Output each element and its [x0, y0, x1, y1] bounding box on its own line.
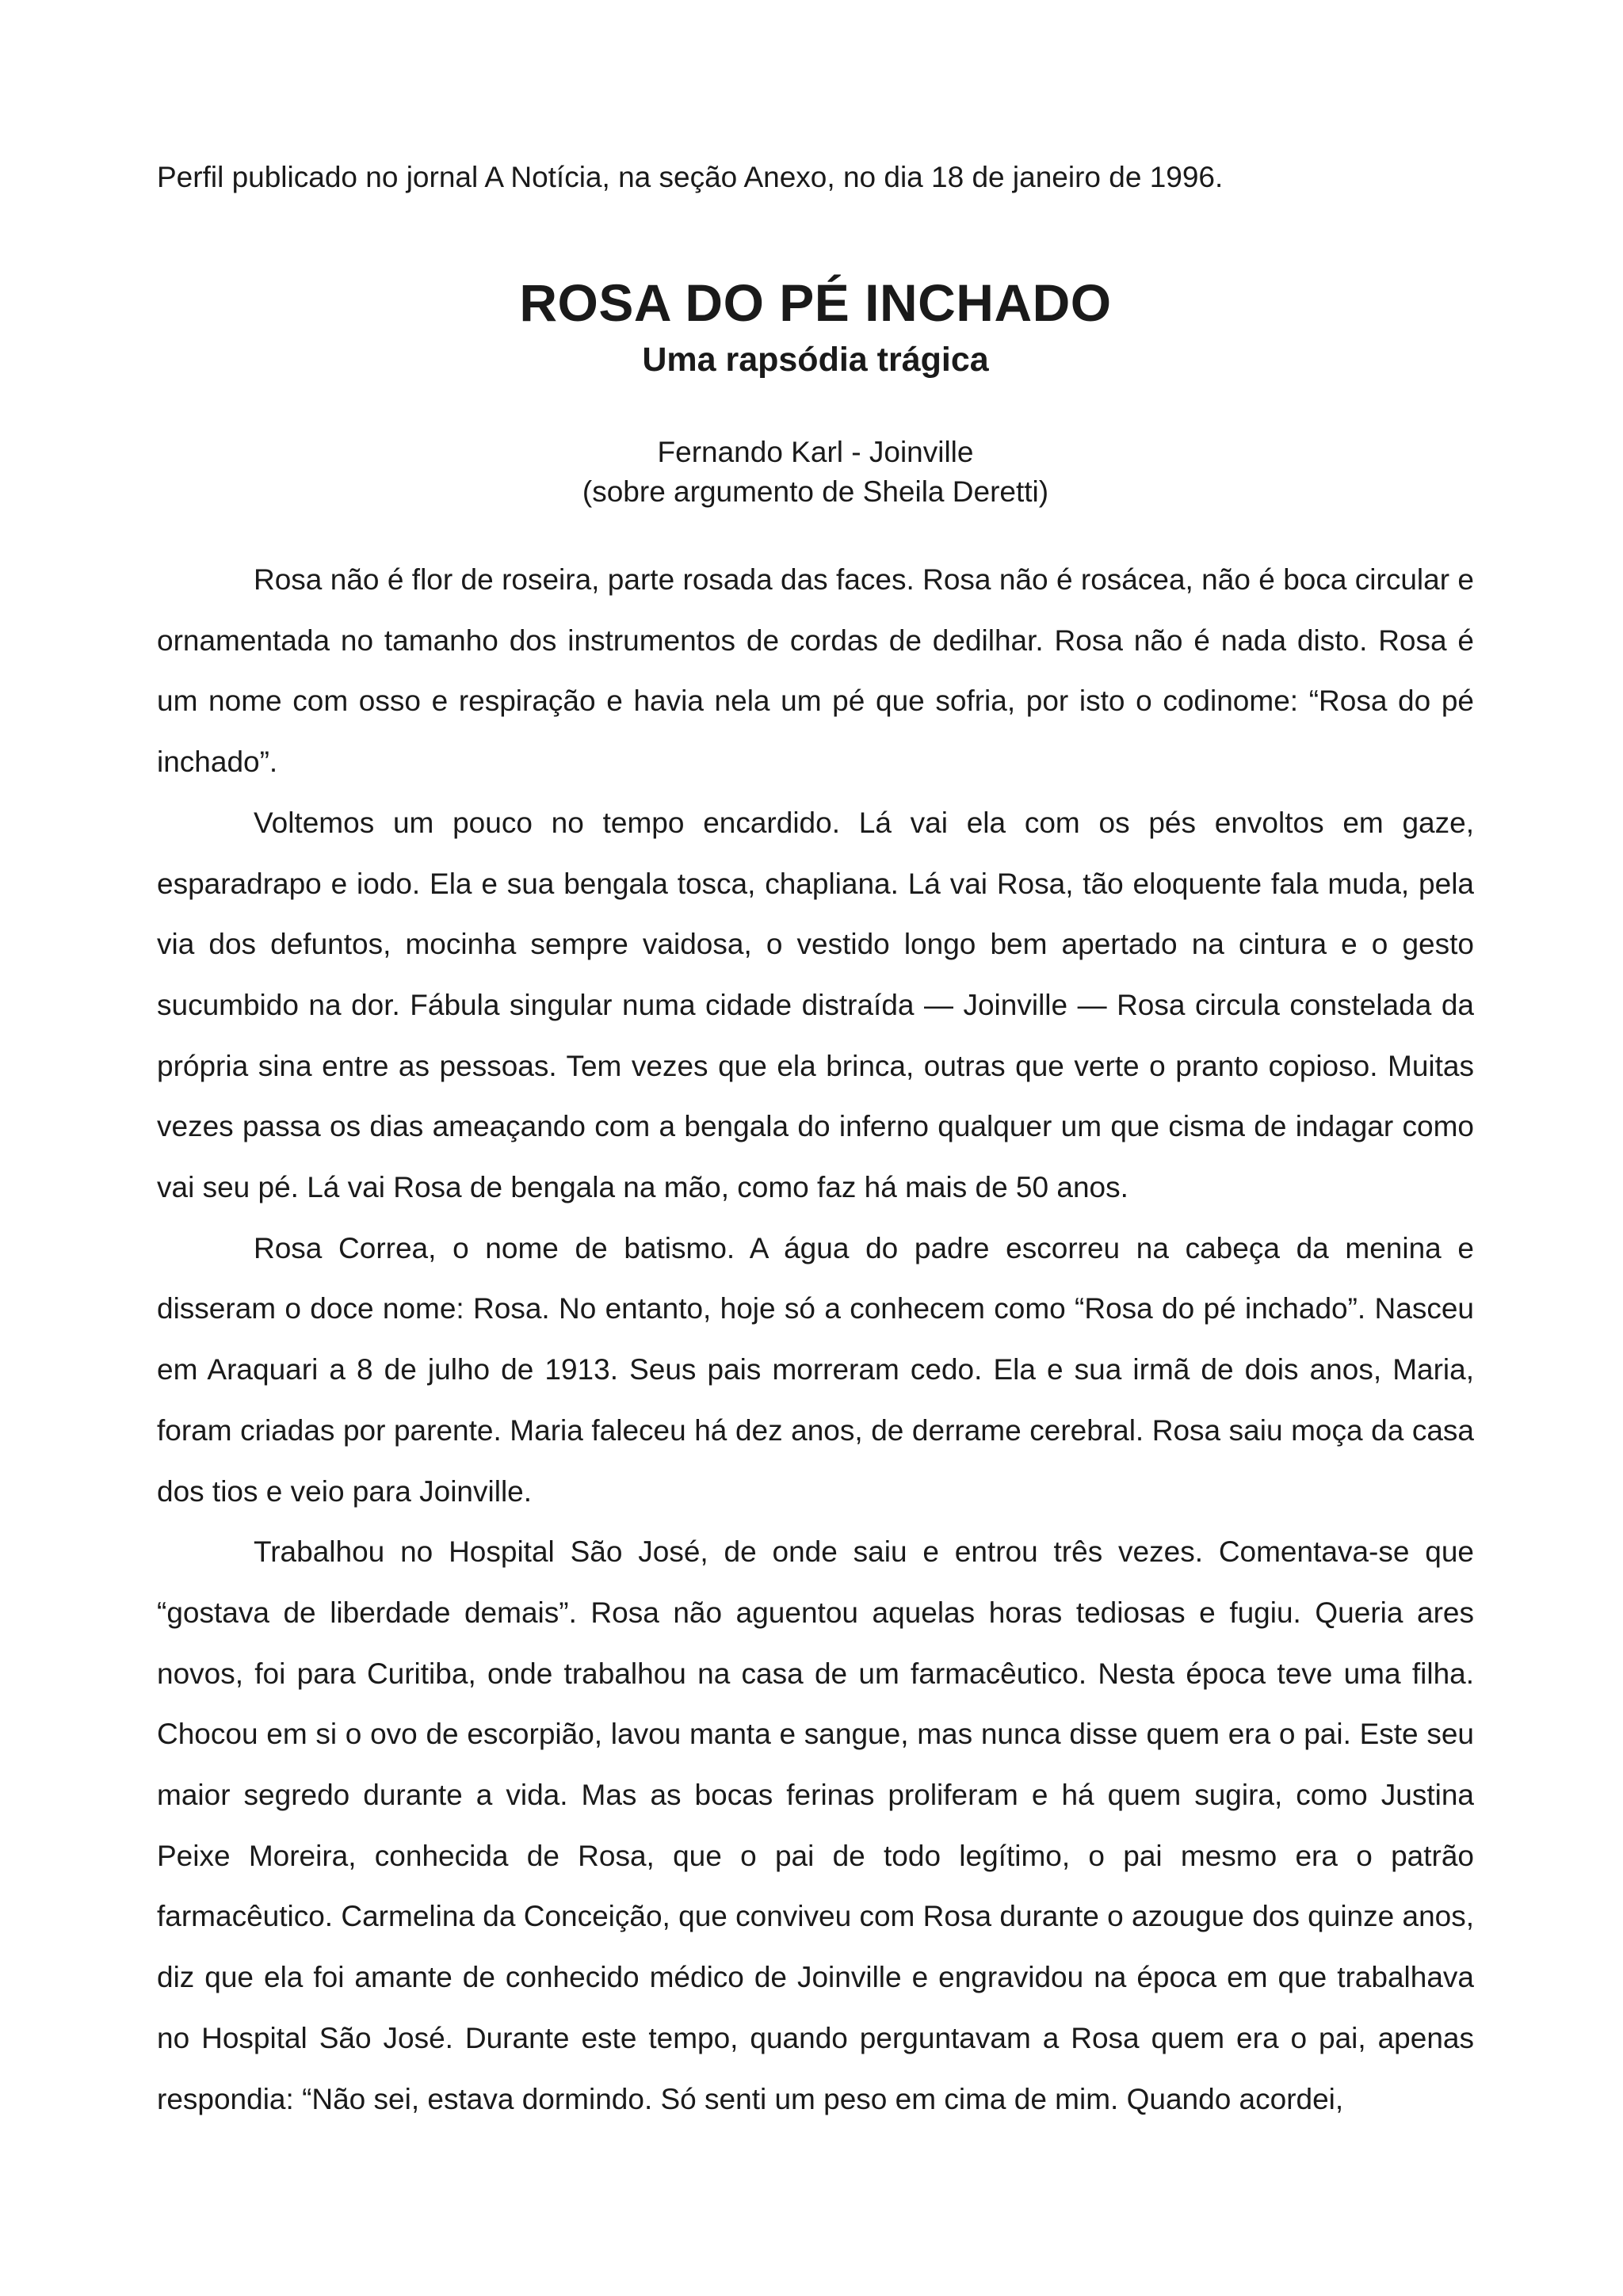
- paragraph-1: Rosa não é flor de roseira, parte rosada das faces. Rosa não é rosácea, não é boca circular e ornamentada no tamanho dos instrumentos de cordas de dedilhar. Rosa não é nada disto. Rosa é um nome com osso e respiração e havia nela um pé que sofria, por isto o codinome: “Rosa do pé inchado”.: [157, 563, 1474, 779]
- paragraph-3: Rosa Correa, o nome de batismo. A água do padre escorreu na cabeça da menina e disseram o doce nome: Rosa. No entanto, hoje só a conhecem como “Rosa do pé inchado”. Nasceu em Araquari a 8 de julho de 1913. Seus pais morreram cedo. Ela e sua irmã de dois anos, Maria, foram criadas por parente. Maria faleceu há dez anos, de derrame cerebral. Rosa saiu moça da casa dos tios e veio para Joinville.: [157, 1231, 1474, 1508]
- title-block: [157, 269, 1474, 383]
- byline-author: Fernando Karl - Joinville: [657, 436, 974, 468]
- paragraph-4: Trabalhou no Hospital São José, de onde saiu e entrou três vezes. Comentava-se que “gostava de liberdade demais”. Rosa não aguentou aquelas horas tediosas e fugiu. Queria ares novos, foi para Curitiba, onde trabalhou na casa de um farmacêutico. Nesta época teve uma filha. Chocou em si o ovo de escorpião, lavou manta e sangue, mas nunca disse quem era o pai. Este seu maior segredo durante a vida. Mas as bocas ferinas proliferam e há quem sugira, como Justina Peixe Moreira, conhecida de Rosa, que o pai de todo legítimo, o pai mesmo era o patrão farmacêutico. Carmelina da Conceição, que conviveu com Rosa durante o azougue dos quinze anos, diz que ela foi amante de conhecido médico de Joinville e engravidou na época em que trabalhava no Hospital São José. Durante este tempo, quando perguntavam a Rosa quem era o pai, apenas respondia: “Não sei, estava dormindo. Só senti um peso em cima de mim. Quando acordei,: [157, 1535, 1474, 2115]
- publication-note: Perfil publicado no jornal A Notícia, na seção Anexo, no dia 18 de janeiro de 1996.: [157, 161, 1224, 193]
- byline-credit: (sobre argumento de Sheila Deretti): [582, 475, 1049, 508]
- byline: [157, 433, 1474, 512]
- paragraph-2: Voltemos um pouco no tempo encardido. Lá vai ela com os pés envoltos em gaze, esparadrapo e iodo. Ela e sua bengala tosca, chapliana. Lá vai Rosa, tão eloquente fala muda, pela via dos defuntos, mocinha sempre vaidosa, o vestido longo bem apertado na cintura e o gesto sucumbido na dor. Fábula singular numa cidade distraída — Joinville — Rosa circula constelada da própria sina entre as pessoas. Tem vezes que ela brinca, outras que verte o pranto copioso. Muitas vezes passa os dias ameaçando com a bengala do inferno qualquer um que cisma de indagar como vai seu pé. Lá vai Rosa de bengala na mão, como faz há mais de 50 anos.: [157, 806, 1474, 1204]
- article-subtitle: Uma rapsódia trágica: [642, 341, 989, 379]
- article-body: [157, 550, 1474, 2130]
- article-title: ROSA DO PÉ INCHADO: [519, 273, 1112, 332]
- document-page: [157, 0, 1474, 2296]
